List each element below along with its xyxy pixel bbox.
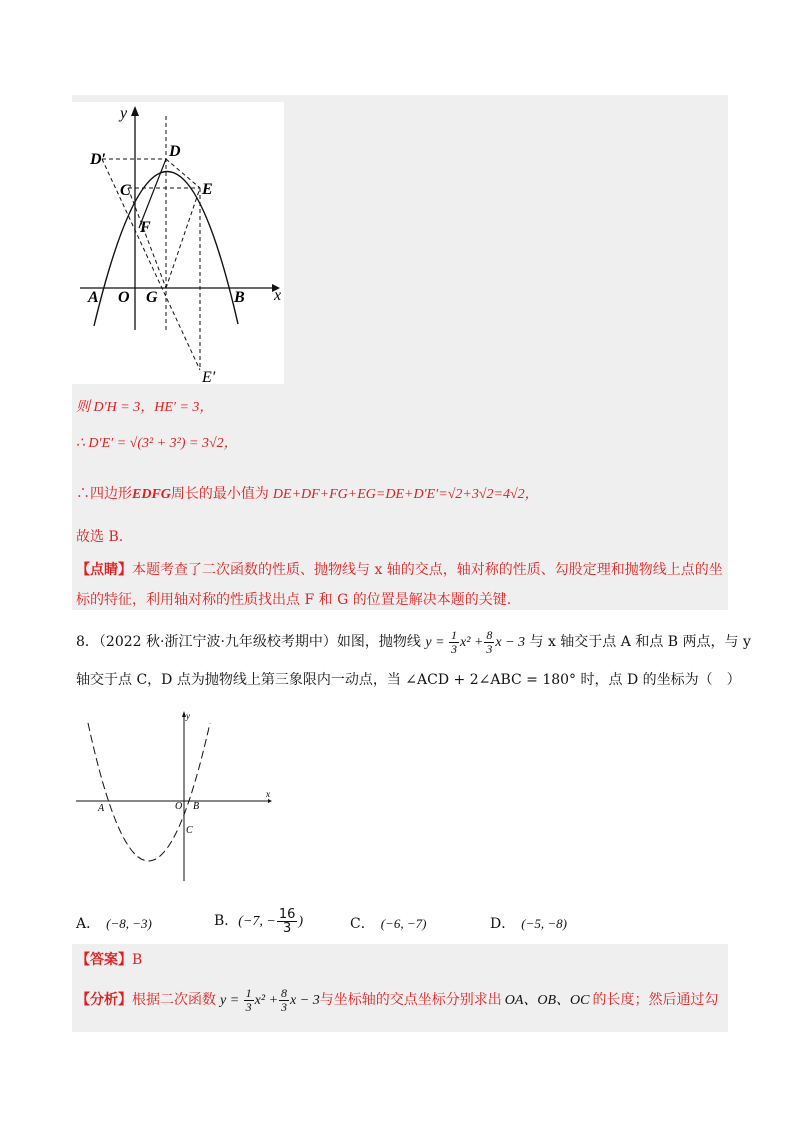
comment-tag: 【点睛】 [76,562,132,578]
option-b-suffix: ) [298,914,304,929]
solution-line-2: ∴ D′E′ = √(3² + 3²) = 3√2， [76,436,238,451]
analysis-mid1: x² + [254,993,279,1008]
option-c-value: (−6, −7) [380,916,427,931]
analysis-text-2: 与坐标轴的交点坐标分别求出 [319,992,502,1008]
q8-frac1: $\frac{1}{3}$ [451,627,458,656]
figure-2-svg [72,705,282,883]
option-a[interactable] [76,914,152,934]
label-D: D [169,143,181,160]
figure-1-svg [72,102,284,384]
q8-frac2: $\frac{8}{3}$ [486,627,493,656]
label-G: G [146,289,158,306]
choose-line: 故选 B. [76,529,124,545]
fig2-label-A: A [98,803,105,814]
option-b-letter: B． [214,913,239,929]
fig2-label-x: x [266,789,270,799]
solution-line-1: 则 D′H = 3，HE′ = 3， [76,400,214,415]
line3-mid: 周长的最小值为 [170,486,269,502]
label-A: A [88,289,99,306]
option-d[interactable] [490,914,567,934]
label-Eprime: E′ [202,369,216,384]
analysis-line [76,984,718,1017]
answer-line [76,950,142,970]
fig2-label-B: B [193,801,200,812]
comment-line-1 [76,560,723,580]
label-Dprime: D′ [90,151,107,168]
analysis-text-3: 的长度；然后通过勾 [592,992,719,1008]
q8-line-1 [76,628,751,657]
comment-text-1: 本题考查了二次函数的性质、抛物线与 x 轴的交点，轴对称的性质、勾股定理和抛物线上点的坐 [132,562,723,578]
solution-line-3 [76,484,539,505]
label-y: y [120,105,128,122]
option-d-value: (−5, −8) [521,916,567,931]
option-c[interactable] [350,914,426,934]
analysis-tag: 【分析】 [76,992,132,1008]
q8-mid2: x − 3 [495,635,526,650]
analysis-segs: OA、OB、OC [504,993,590,1008]
analysis-frac2: $\frac{8}{3}$ [281,985,288,1014]
q8-number: 8． [76,634,99,650]
q8-text-after: 与 x 轴交于点 A 和点 B 两点，与 y [529,634,751,650]
figure-parabola-reflection [72,102,284,384]
option-c-letter: C． [350,916,375,932]
analysis-text-1: 根据二次函数 [132,992,216,1008]
answer-tag: 【答案】 [76,952,132,968]
label-x: x [274,287,282,304]
option-a-letter: A． [76,916,101,932]
label-F: F [140,219,151,236]
label-O: O [118,289,130,306]
q8-source: （2022 秋·浙江宁波·九年级校考期中）如图，抛物线 [98,634,421,650]
option-b-prefix: (−7, − [238,914,276,929]
analysis-func-prefix: y = [220,993,243,1008]
fig2-label-O: O [175,801,183,812]
label-C: C [120,182,131,199]
line3-quad: EDFG [132,487,171,502]
answer-value: B [132,952,143,968]
line3-prefix: ∴四边形 [76,486,132,502]
option-b[interactable] [214,905,303,938]
option-a-value: (−8, −3) [106,916,152,931]
figure-parabola-q8 [72,705,282,883]
analysis-mid2: x − 3 [290,993,320,1008]
label-E: E [202,181,213,198]
q8-func-prefix: y = [425,635,449,650]
label-B: B [234,289,245,306]
comment-line-2: 标的特征，利用轴对称的性质找出点 F 和 G 的位置是解决本题的关键. [76,592,512,608]
line3-expr: DE+DF+FG+EG=DE+D′E′=√2+3√2=4√2， [272,487,539,502]
option-d-letter: D． [490,916,516,932]
fig2-label-C: C [186,825,193,836]
option-b-frac: $\frac{16}{3}$ [278,906,296,936]
fig2-label-y: y [186,711,190,721]
analysis-frac1: $\frac{1}{3}$ [245,985,252,1014]
q8-line-2: 轴交于点 C，D 点为抛物线上第三象限内一动点，当 ∠ACD + 2∠ABC = 180° 时，点 D 的坐标为（ ） [76,672,741,688]
q8-mid1: x² + [460,635,484,650]
